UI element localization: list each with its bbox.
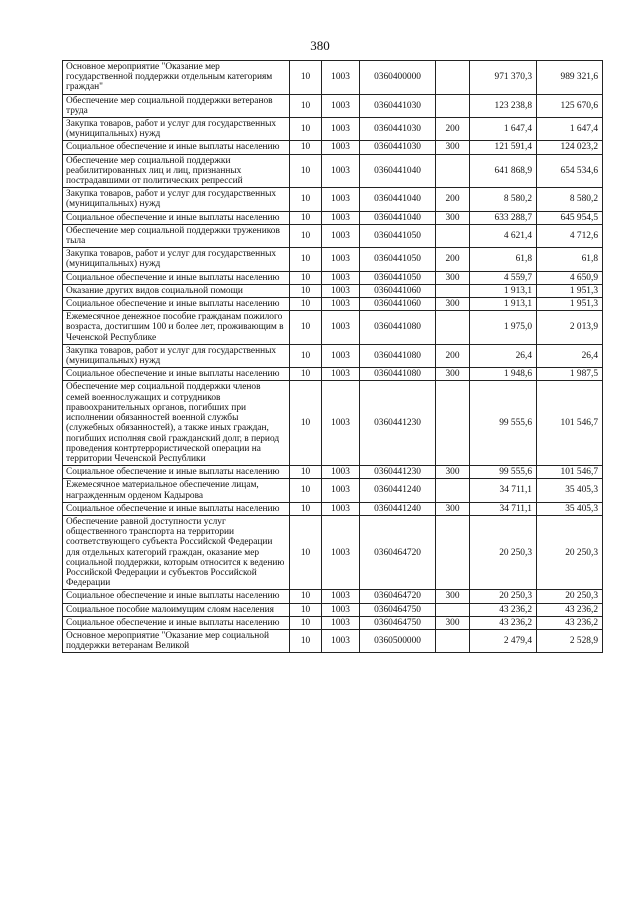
table-row (63, 118, 603, 141)
row-expense-type: 300 (436, 502, 470, 515)
row-expense-type (436, 224, 470, 247)
table-row (63, 603, 603, 616)
row-target-item: 0360441080 (360, 368, 436, 381)
table-row (63, 629, 603, 652)
row-subsection: 1003 (322, 248, 360, 271)
row-amount-2: 35 405,3 (537, 479, 603, 502)
row-name: Социальное обеспечение и иные выплаты населению (63, 590, 290, 603)
row-amount-1: 971 370,3 (470, 61, 537, 95)
row-target-item: 0360441030 (360, 118, 436, 141)
row-amount-2: 43 236,2 (537, 616, 603, 629)
row-section: 10 (290, 479, 322, 502)
row-amount-2: 101 546,7 (537, 466, 603, 479)
row-amount-1: 2 479,4 (470, 629, 537, 652)
row-amount-2: 61,8 (537, 248, 603, 271)
row-name: Ежемесячное материальное обеспечение лицам, награжденным орденом Кадырова (63, 479, 290, 502)
row-section: 10 (290, 466, 322, 479)
row-subsection: 1003 (322, 616, 360, 629)
row-amount-2: 4 650,9 (537, 271, 603, 284)
row-expense-type (436, 603, 470, 616)
row-name: Социальное обеспечение и иные выплаты населению (63, 211, 290, 224)
row-section: 10 (290, 284, 322, 297)
row-expense-type (436, 479, 470, 502)
row-subsection: 1003 (322, 224, 360, 247)
table-row (63, 616, 603, 629)
row-section: 10 (290, 188, 322, 211)
row-target-item: 0360464750 (360, 616, 436, 629)
row-name: Основное мероприятие "Оказание мер социальной поддержки ветеранам Великой (63, 629, 290, 652)
row-target-item: 0360464720 (360, 590, 436, 603)
row-amount-2: 989 321,6 (537, 61, 603, 95)
row-amount-1: 20 250,3 (470, 515, 537, 589)
row-subsection: 1003 (322, 141, 360, 154)
row-section: 10 (290, 515, 322, 589)
row-section: 10 (290, 629, 322, 652)
table-row (63, 479, 603, 502)
row-amount-1: 123 238,8 (470, 94, 537, 117)
row-target-item: 0360441230 (360, 466, 436, 479)
row-amount-1: 1 913,1 (470, 298, 537, 311)
row-name: Основное мероприятие "Оказание мер государственной поддержки отдельным категориям граждан" (63, 61, 290, 95)
row-amount-1: 633 288,7 (470, 211, 537, 224)
row-subsection: 1003 (322, 211, 360, 224)
table-row (63, 368, 603, 381)
row-section: 10 (290, 118, 322, 141)
row-amount-1: 4 559,7 (470, 271, 537, 284)
row-amount-2: 35 405,3 (537, 502, 603, 515)
row-name: Оказание других видов социальной помощи (63, 284, 290, 297)
table-row (63, 311, 603, 345)
row-expense-type: 300 (436, 141, 470, 154)
row-amount-1: 641 868,9 (470, 154, 537, 188)
row-subsection: 1003 (322, 590, 360, 603)
row-expense-type: 300 (436, 271, 470, 284)
table-row (63, 298, 603, 311)
row-amount-2: 43 236,2 (537, 603, 603, 616)
row-name: Социальное обеспечение и иные выплаты населению (63, 616, 290, 629)
row-section: 10 (290, 94, 322, 117)
row-target-item: 0360464750 (360, 603, 436, 616)
row-amount-2: 645 954,5 (537, 211, 603, 224)
row-target-item: 0360441060 (360, 298, 436, 311)
row-amount-2: 125 670,6 (537, 94, 603, 117)
row-amount-2: 26,4 (537, 344, 603, 367)
table-row (63, 248, 603, 271)
row-expense-type: 200 (436, 248, 470, 271)
row-target-item: 0360441060 (360, 284, 436, 297)
row-subsection: 1003 (322, 502, 360, 515)
row-amount-2: 20 250,3 (537, 590, 603, 603)
row-target-item: 0360441040 (360, 188, 436, 211)
row-subsection: 1003 (322, 298, 360, 311)
row-name: Обеспечение мер социальной поддержки членов семей военнослужащих и сотрудников правоохранительных органов, погибших при исполнении обязанностей военной службы (служебных обязанностей), а также иных граждан, погибших исполняя свой гражданский долг, в период проведения контртеррористической операции на территории Чеченской Республики (63, 381, 290, 466)
row-amount-1: 20 250,3 (470, 590, 537, 603)
row-amount-2: 2 013,9 (537, 311, 603, 345)
table-row (63, 271, 603, 284)
table-row (63, 154, 603, 188)
row-target-item: 0360441230 (360, 381, 436, 466)
row-amount-1: 26,4 (470, 344, 537, 367)
table-row (63, 211, 603, 224)
row-target-item: 0360441030 (360, 141, 436, 154)
row-target-item: 0360441050 (360, 224, 436, 247)
row-amount-2: 654 534,6 (537, 154, 603, 188)
row-target-item: 0360441240 (360, 502, 436, 515)
row-subsection: 1003 (322, 515, 360, 589)
row-expense-type: 300 (436, 368, 470, 381)
table-row (63, 381, 603, 466)
row-section: 10 (290, 603, 322, 616)
row-section: 10 (290, 224, 322, 247)
row-expense-type (436, 154, 470, 188)
row-section: 10 (290, 211, 322, 224)
row-section: 10 (290, 271, 322, 284)
row-target-item: 0360441030 (360, 94, 436, 117)
row-section: 10 (290, 154, 322, 188)
row-amount-1: 99 555,6 (470, 381, 537, 466)
row-amount-2: 2 528,9 (537, 629, 603, 652)
row-amount-1: 43 236,2 (470, 603, 537, 616)
row-subsection: 1003 (322, 603, 360, 616)
row-expense-type: 200 (436, 118, 470, 141)
row-subsection: 1003 (322, 311, 360, 345)
table-row (63, 590, 603, 603)
row-subsection: 1003 (322, 381, 360, 466)
table-row (63, 141, 603, 154)
row-amount-1: 1 647,4 (470, 118, 537, 141)
row-subsection: 1003 (322, 284, 360, 297)
row-subsection: 1003 (322, 271, 360, 284)
row-expense-type (436, 94, 470, 117)
row-subsection: 1003 (322, 61, 360, 95)
row-section: 10 (290, 590, 322, 603)
row-amount-2: 101 546,7 (537, 381, 603, 466)
row-target-item: 0360441050 (360, 248, 436, 271)
table-row (63, 61, 603, 95)
row-amount-1: 8 580,2 (470, 188, 537, 211)
row-expense-type (436, 629, 470, 652)
row-subsection: 1003 (322, 629, 360, 652)
row-expense-type (436, 61, 470, 95)
row-name: Ежемесячное денежное пособие гражданам пожилого возраста, достигшим 100 и более лет, проживающим в Чеченской Республике (63, 311, 290, 345)
row-name: Социальное обеспечение и иные выплаты населению (63, 271, 290, 284)
row-name: Обеспечение мер социальной поддержки тружеников тыла (63, 224, 290, 247)
row-amount-2: 1 987,5 (537, 368, 603, 381)
table-row (63, 502, 603, 515)
row-expense-type: 300 (436, 466, 470, 479)
table-row (63, 224, 603, 247)
row-expense-type (436, 284, 470, 297)
table-row (63, 466, 603, 479)
row-amount-2: 20 250,3 (537, 515, 603, 589)
row-amount-1: 61,8 (470, 248, 537, 271)
row-name: Социальное обеспечение и иные выплаты населению (63, 141, 290, 154)
row-subsection: 1003 (322, 479, 360, 502)
table-row (63, 284, 603, 297)
row-section: 10 (290, 502, 322, 515)
row-target-item: 0360464720 (360, 515, 436, 589)
row-section: 10 (290, 141, 322, 154)
row-section: 10 (290, 616, 322, 629)
row-target-item: 0360441040 (360, 211, 436, 224)
row-subsection: 1003 (322, 344, 360, 367)
row-amount-1: 1 948,6 (470, 368, 537, 381)
row-expense-type (436, 311, 470, 345)
row-subsection: 1003 (322, 118, 360, 141)
row-target-item: 0360400000 (360, 61, 436, 95)
row-name: Социальное обеспечение и иные выплаты населению (63, 502, 290, 515)
table-row (63, 188, 603, 211)
row-amount-1: 99 555,6 (470, 466, 537, 479)
row-section: 10 (290, 381, 322, 466)
row-section: 10 (290, 311, 322, 345)
row-subsection: 1003 (322, 94, 360, 117)
row-expense-type (436, 381, 470, 466)
row-name: Закупка товаров, работ и услуг для государственных (муниципальных) нужд (63, 188, 290, 211)
row-section: 10 (290, 298, 322, 311)
row-section: 10 (290, 368, 322, 381)
row-subsection: 1003 (322, 154, 360, 188)
row-expense-type: 300 (436, 616, 470, 629)
row-amount-1: 43 236,2 (470, 616, 537, 629)
row-subsection: 1003 (322, 368, 360, 381)
budget-table-body (63, 61, 603, 653)
row-name: Социальное обеспечение и иные выплаты населению (63, 466, 290, 479)
row-expense-type (436, 515, 470, 589)
budget-table (62, 60, 603, 653)
row-subsection: 1003 (322, 188, 360, 211)
row-amount-2: 8 580,2 (537, 188, 603, 211)
row-section: 10 (290, 344, 322, 367)
row-name: Обеспечение мер социальной поддержки реабилитированных лиц и лиц, признанных пострадавшими от политических репрессий (63, 154, 290, 188)
row-amount-1: 1 975,0 (470, 311, 537, 345)
row-target-item: 0360441050 (360, 271, 436, 284)
table-row (63, 515, 603, 589)
row-amount-1: 4 621,4 (470, 224, 537, 247)
row-name: Социальное пособие малоимущим слоям населения (63, 603, 290, 616)
page-number: 380 (310, 38, 330, 53)
row-expense-type: 300 (436, 298, 470, 311)
row-target-item: 0360441240 (360, 479, 436, 502)
table-row (63, 94, 603, 117)
row-name: Обеспечение равной доступности услуг общественного транспорта на территории соответствующего субъекта Российской Федерации для отдельных категорий граждан, оказание мер социальной поддержки, которым относится к ведению Российской Федерации и субъектов Российской Федерации (63, 515, 290, 589)
row-subsection: 1003 (322, 466, 360, 479)
row-amount-1: 34 711,1 (470, 502, 537, 515)
row-expense-type: 300 (436, 590, 470, 603)
row-amount-2: 1 951,3 (537, 284, 603, 297)
row-name: Социальное обеспечение и иные выплаты населению (63, 368, 290, 381)
row-expense-type: 200 (436, 188, 470, 211)
row-amount-2: 4 712,6 (537, 224, 603, 247)
table-row (63, 344, 603, 367)
row-target-item: 0360441040 (360, 154, 436, 188)
row-amount-2: 124 023,2 (537, 141, 603, 154)
row-name: Социальное обеспечение и иные выплаты населению (63, 298, 290, 311)
row-target-item: 0360441080 (360, 311, 436, 345)
row-name: Закупка товаров, работ и услуг для государственных (муниципальных) нужд (63, 344, 290, 367)
row-amount-2: 1 647,4 (537, 118, 603, 141)
row-target-item: 0360441080 (360, 344, 436, 367)
row-expense-type: 300 (436, 211, 470, 224)
row-name: Закупка товаров, работ и услуг для государственных (муниципальных) нужд (63, 118, 290, 141)
row-section: 10 (290, 61, 322, 95)
row-target-item: 0360500000 (360, 629, 436, 652)
row-section: 10 (290, 248, 322, 271)
row-amount-1: 1 913,1 (470, 284, 537, 297)
row-name: Закупка товаров, работ и услуг для государственных (муниципальных) нужд (63, 248, 290, 271)
row-amount-1: 121 591,4 (470, 141, 537, 154)
row-amount-1: 34 711,1 (470, 479, 537, 502)
row-amount-2: 1 951,3 (537, 298, 603, 311)
row-name: Обеспечение мер социальной поддержки ветеранов труда (63, 94, 290, 117)
row-expense-type: 200 (436, 344, 470, 367)
